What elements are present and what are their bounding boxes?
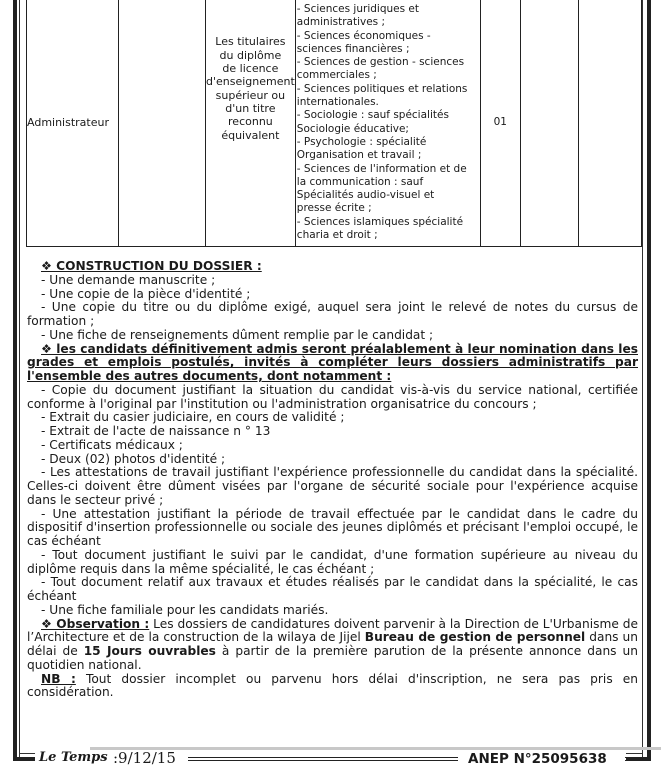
anep-number: ANEP N°25095638 bbox=[468, 751, 607, 767]
conditions-line: du diplôme bbox=[219, 48, 282, 62]
speciality-line: administratives ; bbox=[296, 16, 386, 29]
conditions-cell bbox=[206, 0, 296, 247]
observation-text: dans un délai de bbox=[27, 630, 639, 658]
speciality-line: commerciales ; bbox=[296, 69, 377, 82]
observation-text: à partir de la première parution de la présente annonce dans un quotidien national. bbox=[27, 644, 638, 672]
frame-border-right-outer bbox=[647, 0, 651, 761]
list-item: - Tout document relatif aux travaux et études réalisés par le candidat dans la spécialité, le cas échéant bbox=[27, 575, 638, 603]
observation-paragraph bbox=[27, 618, 638, 673]
empty-cell bbox=[578, 0, 641, 247]
list-item: - Une attestation justifiant la période de travail effectuée par le candidat dans le cadre du dispositif d'insertion professionnelle ou sociale des jeunes diplômés et précisant l'emploi occupé, le cas échéant bbox=[27, 506, 638, 548]
speciality-line: - Sciences islamiques spécialité bbox=[296, 215, 464, 228]
announcement-body bbox=[27, 260, 638, 700]
speciality-line: - Sciences juridiques et bbox=[296, 3, 419, 15]
list-item: - Une copie du titre ou du diplôme exigé, auquel sera joint le relevé de notes du cursus de formation ; bbox=[27, 300, 638, 328]
list-item: - Extrait du casier judiciaire, en cours de validité ; bbox=[41, 410, 345, 425]
specialities-cell bbox=[295, 0, 480, 247]
list-item: - Tout document justifiant le suivi par le candidat, d'une formation supérieure au niveau du diplôme requis dans la même spécialité, le cas échéant ; bbox=[27, 547, 638, 576]
speciality-line: - Sociologie : sauf spécialités bbox=[296, 109, 449, 122]
conditions-line: d'enseignement bbox=[206, 75, 295, 89]
nb-paragraph bbox=[27, 673, 638, 701]
grade-cell: Administrateur bbox=[27, 0, 119, 247]
footer-rule bbox=[19, 760, 35, 761]
conditions-line: de licence bbox=[222, 62, 279, 76]
posts-table bbox=[26, 0, 642, 247]
list-item: - Une copie de la pièce d'identité ; bbox=[41, 286, 251, 301]
table-row bbox=[27, 0, 642, 247]
list-item: - Une demande manuscrite ; bbox=[41, 272, 216, 287]
newspaper-name: Le Temps bbox=[39, 750, 108, 765]
list-item: - Certificats médicaux ; bbox=[41, 437, 183, 452]
speciality-line: - Sciences de gestion - sciences bbox=[296, 56, 465, 69]
footer-rule bbox=[19, 757, 35, 758]
footer-rule bbox=[625, 760, 642, 761]
observation-deadline: 15 Jours ouvrables bbox=[83, 644, 216, 658]
list-item: - Les attestations de travail justifiant l'expérience professionnelle du candidat dans la spécialité. Celles-ci doivent être dûment visées par l'organe de sécurité sociale pour l'expérience acquise dans le secteur privé ; bbox=[27, 465, 638, 507]
observation-text: Les dossiers de candidatures doivent parvenir à la Direction de L'Urbanisme de l’Architecture et de la construction de la wilaya de Jijel bbox=[27, 616, 638, 645]
list-item: - Une fiche de renseignements dûment remplie par le candidat ; bbox=[41, 327, 434, 342]
list-item: - Deux (02) photos d'identité ; bbox=[41, 451, 226, 466]
speciality-line: - Sciences économiques - bbox=[296, 29, 431, 42]
construction-heading: ❖ CONSTRUCTION DU DOSSIER : bbox=[41, 259, 262, 273]
speciality-line: la communication : sauf bbox=[296, 175, 424, 188]
footer-rule bbox=[188, 760, 458, 761]
frame-border-left-inner bbox=[19, 0, 20, 757]
speciality-line: - Sciences politiques et relations bbox=[296, 82, 468, 95]
observation-office: Bureau de gestion de personnel bbox=[364, 630, 586, 645]
speciality-line: presse écrite ; bbox=[296, 202, 372, 215]
speciality-line: Sociologie éducative; bbox=[296, 122, 409, 135]
empty-cell bbox=[520, 0, 578, 247]
frame-border-right-inner bbox=[642, 0, 643, 757]
list-item: - Une fiche familiale pour les candidats mariés. bbox=[41, 602, 329, 617]
speciality-line: sciences financières ; bbox=[296, 42, 410, 55]
nb-label: NB : bbox=[41, 671, 76, 686]
conditions-line: d'un titre bbox=[225, 101, 276, 115]
observation-label: ❖ Observation : bbox=[41, 616, 150, 631]
speciality-line: charia et droit ; bbox=[296, 229, 378, 242]
speciality-line: internationales. bbox=[296, 96, 379, 109]
conditions-line: supérieur ou bbox=[215, 88, 286, 102]
footer-bar bbox=[13, 750, 651, 768]
nb-text: Tout dossier incomplet ou parvenu hors délai d'inscription, ne sera pas pris en considération. bbox=[27, 671, 639, 700]
frame-border-left-outer bbox=[13, 0, 17, 761]
publication-date: :9/12/15 bbox=[113, 749, 176, 767]
conditions-line: équivalent bbox=[221, 128, 280, 142]
conditions-line: Les titulaires bbox=[215, 35, 286, 49]
footer-rule bbox=[188, 757, 458, 758]
list-item: - Copie du document justifiant la situation du candidat vis-à-vis du service national, certifiée conforme à l'original par l'institution ou l'administration organisatrice du concours ; bbox=[27, 382, 638, 411]
footer-rule bbox=[625, 757, 642, 758]
speciality-line: - Sciences de l'information et de bbox=[296, 162, 467, 175]
empty-cell bbox=[119, 0, 206, 247]
admitted-heading: ❖ les candidats définitivement admis seront préalablement à leur nomination dans les grades et emplois postulés, invités à compléter leurs dossiers administratifs par l'ensemble des autres documents, dont notamment : bbox=[27, 341, 638, 383]
positions-count-cell: 01 bbox=[480, 0, 520, 247]
speciality-line: Spécialités audio-visuel et bbox=[296, 189, 435, 202]
list-item: - Extrait de l'acte de naissance n ° 13 bbox=[41, 424, 271, 438]
speciality-line: Organisation et travail ; bbox=[296, 149, 422, 162]
conditions-line: reconnu bbox=[228, 115, 273, 129]
speciality-line: - Psychologie : spécialité bbox=[296, 135, 427, 148]
